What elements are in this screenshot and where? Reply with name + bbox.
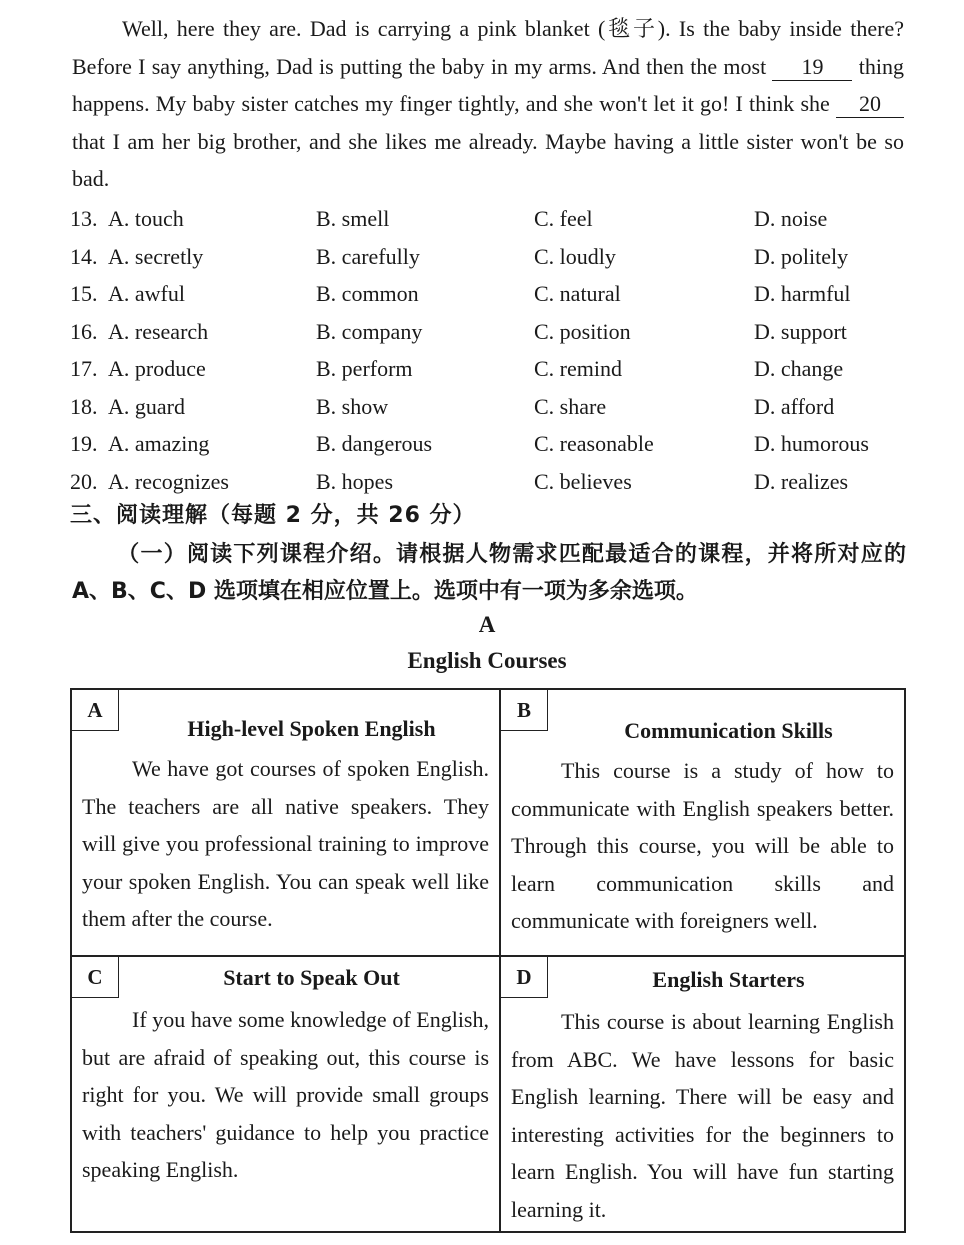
option-c: C. reasonable: [534, 431, 654, 456]
option-a: A. amazing: [108, 431, 210, 456]
passage-paragraph: [72, 10, 904, 198]
course-description: If you have some knowledge of English, but are afraid of speaking out, this course is right for you. We will provide small groups with teachers' guidance to help you practice speaking English.: [82, 1007, 489, 1182]
passage-text-2: thing happens. My baby sister catches my finger tightly, and she won't let it go! I think she: [72, 53, 904, 116]
course-description: We have got courses of spoken English. The teachers are all native speakers. They will give you professional training to improve your spoken English. You can speak well like them after the course.: [82, 756, 489, 931]
question-row: [70, 425, 910, 463]
option-d: D. afford: [754, 393, 835, 419]
option-a: A. touch: [108, 206, 184, 231]
course-cell-a: [72, 690, 499, 955]
course-letter: C: [72, 957, 119, 998]
option-a: A. recognizes: [108, 468, 229, 494]
option-b: B. show: [316, 393, 389, 419]
option-b: B. company: [316, 318, 423, 344]
question-number: 18.: [70, 393, 98, 419]
option-d: D. support: [754, 318, 847, 344]
option-b: B. smell: [316, 206, 390, 231]
option-b: B. hopes: [316, 468, 393, 494]
blank-20: 20: [836, 91, 904, 118]
section-heading: 三、阅读理解（每题 2 分，共 26 分）: [70, 503, 476, 528]
course-cell-d: [501, 957, 904, 1231]
option-d: D. noise: [754, 206, 828, 231]
option-d: D. change: [754, 356, 844, 381]
course-title: English Starters: [652, 967, 805, 992]
course-cell-c: [72, 957, 499, 1231]
option-b: B. perform: [316, 356, 413, 381]
question-row: [70, 200, 910, 238]
option-a: A. awful: [108, 281, 185, 306]
question-row: [70, 275, 910, 313]
option-a: A. produce: [108, 356, 206, 381]
question-number: 16.: [70, 318, 98, 344]
question-row: [70, 313, 910, 351]
question-number: 15.: [70, 281, 98, 306]
option-c: C. loudly: [534, 243, 616, 269]
option-c: C. believes: [534, 468, 632, 494]
question-row: [70, 238, 910, 276]
passage-text-1: Well, here they are. Dad is carrying a pink blanket (毯子). Is the baby inside there? Before I say anything, Dad is putting the baby in my arms. And then the most: [72, 16, 904, 79]
option-a: A. research: [108, 318, 209, 344]
part-letter: A: [478, 612, 496, 637]
courses-title: English Courses: [407, 648, 567, 673]
course-description: This course is a study of how to communicate with English speakers better. Through this course, you will be able to learn communication skills and communicate with foreigners well.: [511, 758, 894, 933]
course-description: This course is about learning English from ABC. We have lessons for basic English learning. There will be easy and interesting activities for the beginners to learn English. You will have fun starting learning it.: [511, 1009, 894, 1222]
option-c: C. share: [534, 393, 607, 419]
option-b: B. carefully: [316, 243, 420, 269]
option-c: C. feel: [534, 206, 593, 231]
section-instruction: [72, 536, 906, 610]
course-title: Communication Skills: [624, 718, 833, 743]
option-d: D. humorous: [754, 431, 869, 456]
question-number: 14.: [70, 243, 98, 269]
blank-19: 19: [772, 54, 852, 81]
course-letter: D: [501, 957, 548, 998]
question-number: 20.: [70, 468, 98, 494]
option-c: C. position: [534, 318, 631, 344]
option-c: C. natural: [534, 281, 621, 306]
course-cell-b: [501, 690, 904, 955]
course-title: Start to Speak Out: [223, 965, 400, 990]
option-a: A. secretly: [108, 243, 204, 269]
course-letter: B: [501, 690, 548, 731]
question-number: 19.: [70, 431, 98, 456]
option-b: B. common: [316, 281, 419, 306]
passage-text-3: that I am her big brother, and she likes me already. Maybe having a little sister won't be so bad.: [72, 128, 904, 191]
question-number: 13.: [70, 206, 98, 231]
instruction-text: （一）阅读下列课程介绍。请根据人物需求匹配最适合的课程，并将所对应的 A、B、C、D 选项填在相应位置上。选项中有一项为多余选项。: [72, 542, 906, 604]
option-a: A. guard: [108, 393, 185, 419]
question-row: [70, 463, 910, 501]
option-c: C. remind: [534, 356, 622, 381]
course-title: High-level Spoken English: [187, 716, 436, 741]
option-d: D. harmful: [754, 281, 851, 306]
option-d: D. politely: [754, 243, 849, 269]
options-list: [70, 200, 910, 500]
question-number: 17.: [70, 356, 98, 381]
courses-table: [70, 688, 906, 1233]
question-row: [70, 388, 910, 426]
option-b: B. dangerous: [316, 431, 433, 456]
course-letter: A: [72, 690, 119, 731]
option-d: D. realizes: [754, 468, 849, 494]
question-row: [70, 350, 910, 388]
